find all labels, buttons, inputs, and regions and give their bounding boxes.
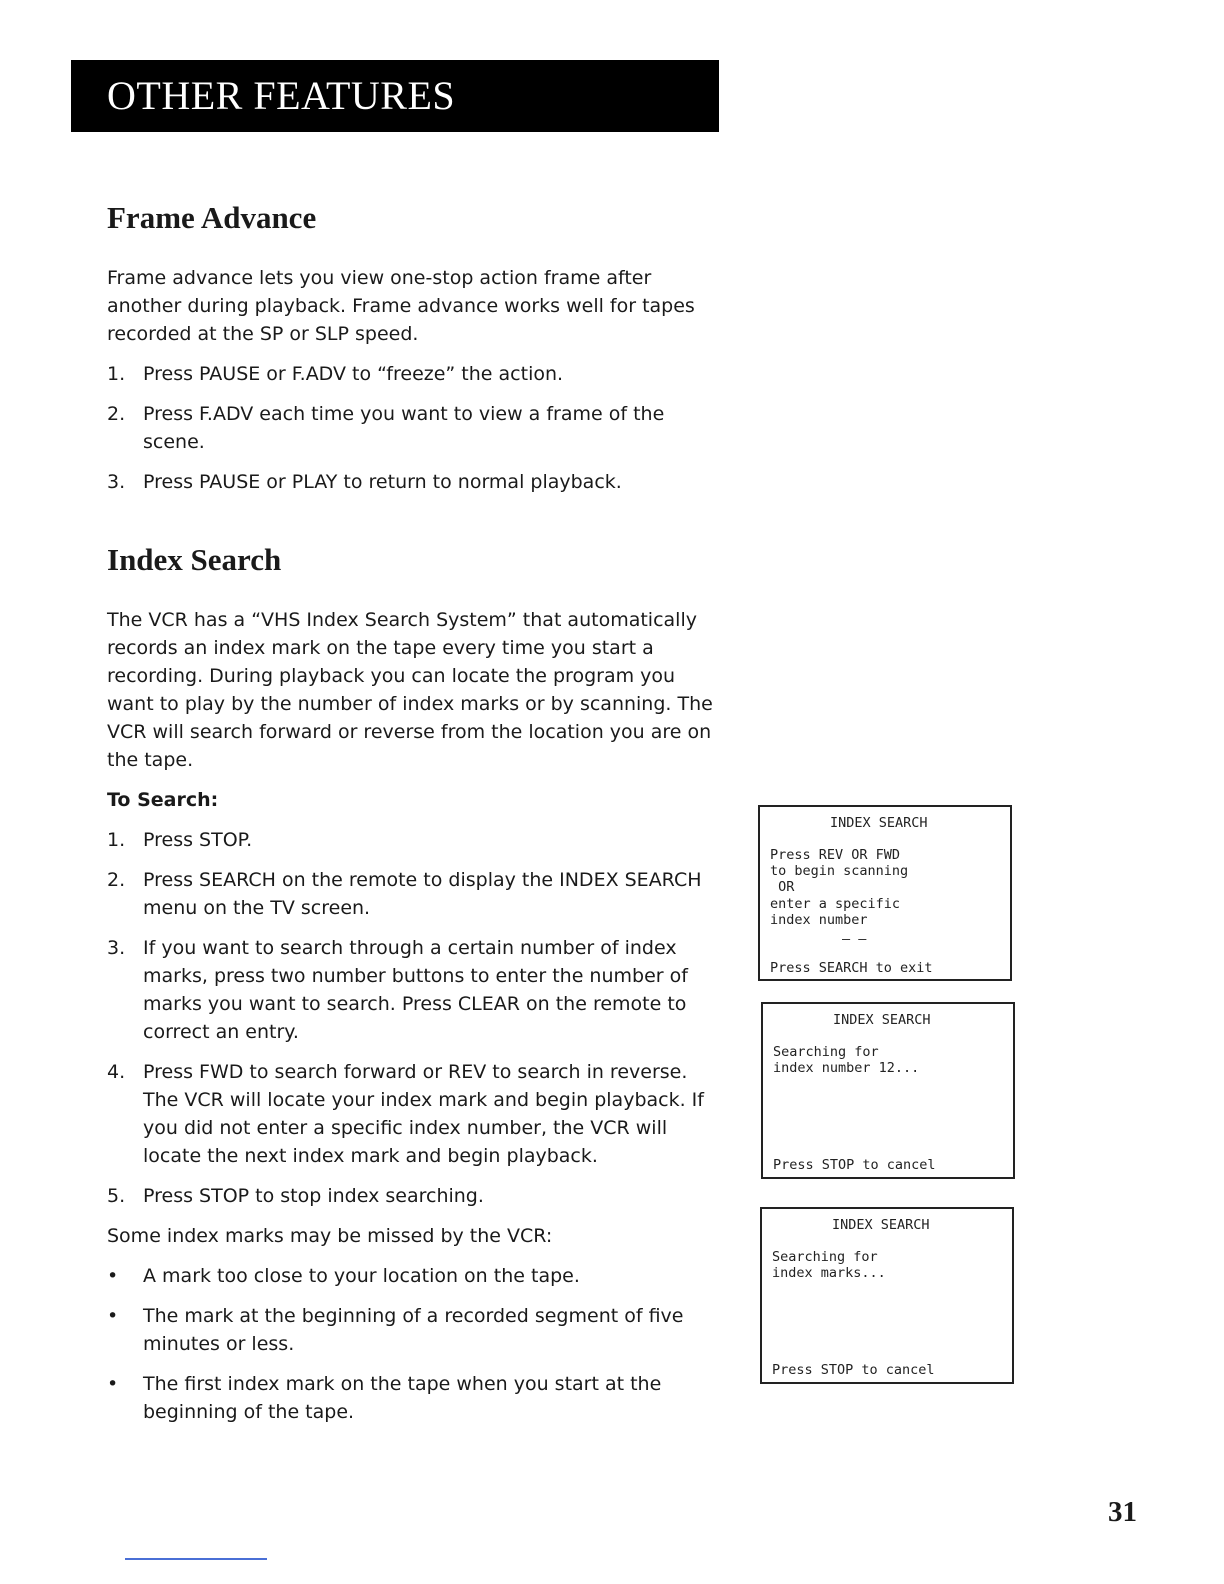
step-text: Press PAUSE or F.ADV to “freeze” the action. — [143, 363, 564, 385]
section-banner: OTHER FEATURES — [71, 60, 719, 132]
screen-line: to begin scanning — [770, 863, 909, 879]
step-text: Press SEARCH on the remote to display the INDEX SEARCH menu on the TV screen. — [143, 869, 702, 919]
bullet-mark: • — [107, 1265, 119, 1287]
screen-title: INDEX SEARCH — [833, 1012, 931, 1028]
footer-rule — [125, 1558, 267, 1560]
bullet-item — [107, 1370, 717, 1426]
index-search-screen-marks — [760, 1207, 1014, 1384]
step-number: 3. — [107, 471, 126, 493]
screen-line: index number 12... — [773, 1060, 920, 1076]
step-text: Press F.ADV each time you want to view a frame of the scene. — [143, 403, 665, 453]
to-search-subheading: To Search: — [107, 789, 219, 811]
frame-step-2 — [107, 400, 717, 456]
screen-line: Press REV OR FWD — [770, 847, 901, 863]
index-search-heading: Index Search — [107, 542, 282, 577]
screen-line: enter a specific — [770, 896, 901, 912]
bullet-item — [107, 1262, 717, 1290]
bullet-text: The first index mark on the tape when you start at the beginning of the tape. — [143, 1373, 662, 1423]
page-number: 31 — [1108, 1496, 1137, 1528]
screen-line: index number — [770, 912, 868, 928]
step-number: 2. — [107, 869, 126, 891]
bullet-mark: • — [107, 1305, 119, 1327]
index-search-screen-number — [761, 1002, 1015, 1179]
screen-footer: Press STOP to cancel — [773, 1157, 936, 1173]
frame-advance-intro: Frame advance lets you view one-stop action frame after another during playback. Frame advance works well for tapes recorded at the SP or SLP speed. — [107, 267, 695, 345]
screen-title: INDEX SEARCH — [830, 815, 928, 831]
bullet-mark: • — [107, 1373, 119, 1395]
index-search-screen-menu — [758, 805, 1012, 981]
screen-footer: Press SEARCH to exit — [770, 960, 933, 976]
search-step-2 — [107, 866, 717, 922]
screen-footer: Press STOP to cancel — [772, 1362, 935, 1378]
step-number: 1. — [107, 829, 126, 851]
step-number: 1. — [107, 363, 126, 385]
screen-line: OR — [770, 879, 795, 895]
number-entry-placeholder: – – — [842, 931, 867, 947]
screen-line: index marks... — [772, 1265, 886, 1281]
step-number: 3. — [107, 937, 126, 959]
screen-line: Searching for — [772, 1249, 878, 1265]
bullet-item — [107, 1302, 717, 1358]
step-text: Press STOP to stop index searching. — [143, 1185, 484, 1207]
frame-advance-heading: Frame Advance — [107, 200, 317, 235]
step-text: Press PAUSE or PLAY to return to normal playback. — [143, 471, 622, 493]
step-number: 5. — [107, 1185, 126, 1207]
step-number: 4. — [107, 1061, 126, 1083]
index-search-intro: The VCR has a “VHS Index Search System” that automatically records an index mark on the tape every time you start a recording. During playback you can locate the program you want to play by the number of index marks or by scanning. The VCR will search forward or reverse from the location you are on the tape. — [107, 609, 713, 771]
search-step-1 — [107, 826, 717, 854]
search-step-5 — [107, 1182, 717, 1210]
step-number: 2. — [107, 403, 126, 425]
search-step-3 — [107, 934, 717, 1046]
step-text: Press FWD to search forward or REV to search in reverse. The VCR will locate your index mark and begin playback. If you did not enter a specific index number, the VCR will locate the next index mark and begin playback. — [143, 1061, 704, 1167]
bullet-text: A mark too close to your location on the tape. — [143, 1265, 580, 1287]
screen-line: Searching for — [773, 1044, 879, 1060]
missed-marks-intro: Some index marks may be missed by the VCR: — [107, 1225, 553, 1247]
frame-step-3 — [107, 468, 717, 496]
search-step-4 — [107, 1058, 717, 1170]
step-text: If you want to search through a certain number of index marks, press two number buttons to enter the number of marks you want to search. Press CLEAR on the remote to correct an entry. — [143, 937, 688, 1043]
frame-step-1 — [107, 360, 717, 388]
step-text: Press STOP. — [143, 829, 253, 851]
screen-title: INDEX SEARCH — [832, 1217, 930, 1233]
bullet-text: The mark at the beginning of a recorded segment of five minutes or less. — [143, 1305, 684, 1355]
